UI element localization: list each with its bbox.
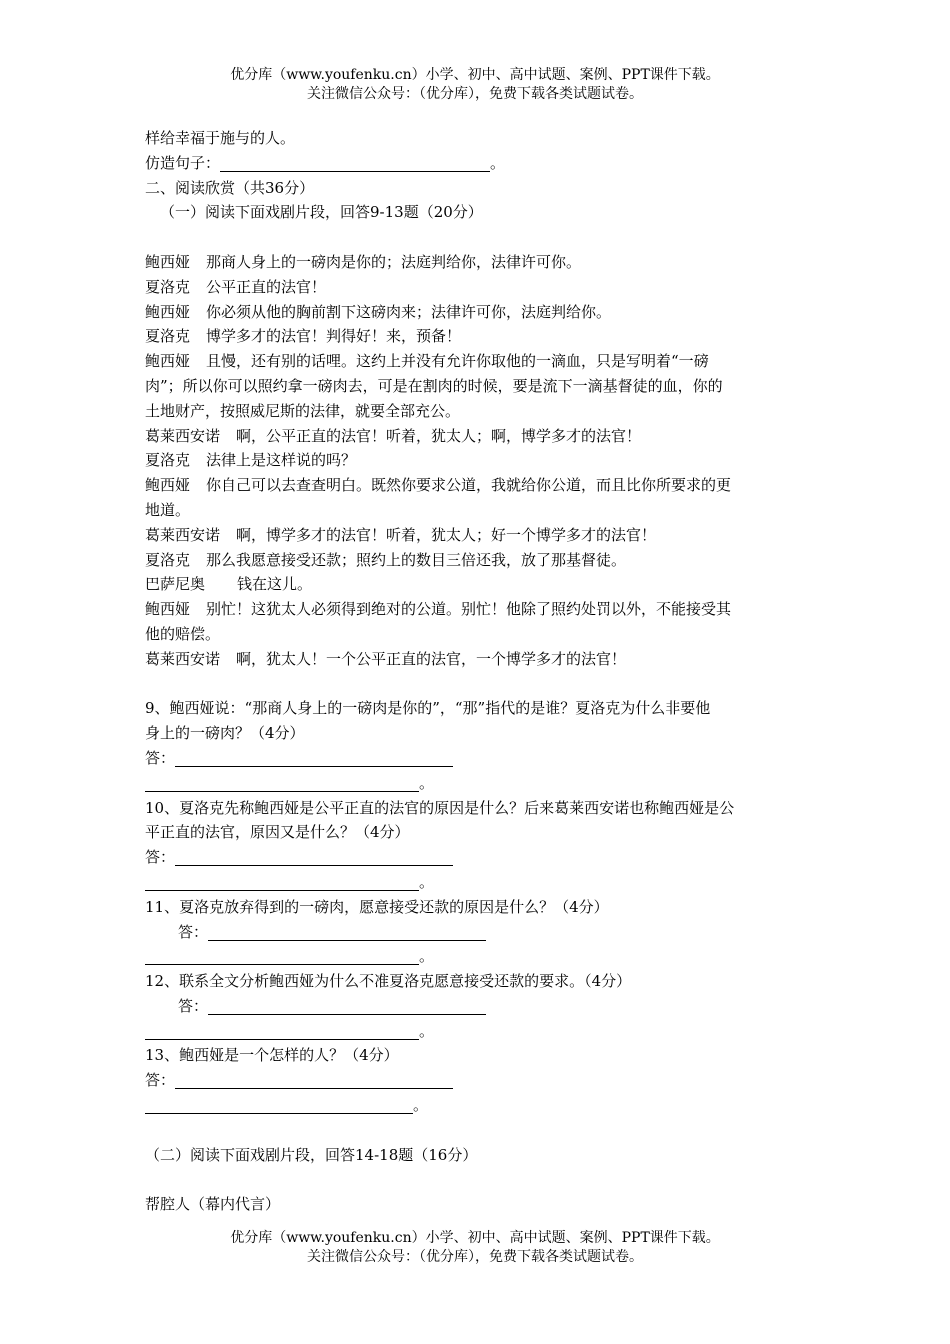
dialogue-line: 葛莱西安诺 啊，公平正直的法官！听着，犹太人；啊，博学多才的法官！ xyxy=(145,426,642,445)
answer-blank[interactable] xyxy=(145,1096,413,1114)
question-text: 9、鲍西娅说：“那商人身上的一磅肉是你的”，“那”指代的是谁？夏洛克为什么非要他 xyxy=(145,699,711,718)
page-header xyxy=(0,66,950,104)
question-12 xyxy=(145,969,810,1043)
part-1-title: （一）阅读下面戏剧片段，回答9-13题（20分） xyxy=(160,203,483,222)
footer-line-2: 关注微信公众号：（优分库），免费下载各类试题试卷。 xyxy=(307,1249,643,1265)
imitate-blank[interactable] xyxy=(220,154,490,172)
dialogue-line: 夏洛克 博学多才的法官！判得好！来，预备！ xyxy=(145,327,462,346)
answer-row-2: 。 xyxy=(145,771,810,796)
question-10 xyxy=(145,796,810,895)
dialogue-line: 鲍西娅 别忙！这犹太人必须得到绝对的公道。别忙！他除了照约处罚以外，不能接受其 xyxy=(145,600,732,619)
document-body xyxy=(145,126,810,1217)
answer-label: 答： xyxy=(145,1071,176,1090)
answer-label: 答： xyxy=(145,848,176,867)
answer-blank[interactable] xyxy=(145,774,419,792)
answer-blank[interactable] xyxy=(208,923,486,941)
answer-row xyxy=(145,920,810,945)
dialogue-line: 葛莱西安诺 啊，犹太人！一个公平正直的法官，一个博学多才的法官！ xyxy=(145,649,627,668)
answer-blank[interactable] xyxy=(145,1022,419,1040)
footer-line-1: 优分库（www.youfenku.cn）小学、初中、高中试题、案例、PPT课件下载。 xyxy=(230,1230,720,1246)
answer-blank[interactable] xyxy=(145,947,419,965)
part-2-first-line: 帮腔人（幕内代言） xyxy=(145,1195,281,1214)
question-text: 13、鲍西娅是一个怎样的人？（4分） xyxy=(145,1046,399,1065)
question-text: 11、夏洛克放弃得到的一磅肉，愿意接受还款的原因是什么？（4分） xyxy=(145,897,609,916)
question-11 xyxy=(145,895,810,969)
answer-label: 答： xyxy=(178,922,209,941)
question-text: 12、联系全文分析鲍西娅为什么不准夏洛克愿意接受还款的要求。（4分） xyxy=(145,972,632,991)
answer-row xyxy=(145,845,810,870)
answer-blank[interactable] xyxy=(175,749,453,767)
dialogue-line: 鲍西娅 且慢，还有别的话哩。这约上并没有允许你取他的一滴血，只是写明着“一磅 xyxy=(145,352,709,371)
question-13 xyxy=(145,1043,810,1117)
answer-label: 答： xyxy=(145,748,176,767)
page-footer xyxy=(0,1229,950,1267)
answer-row xyxy=(145,746,810,771)
part-2-title: （二）阅读下面戏剧片段，回答14-18题（16分） xyxy=(145,1145,478,1164)
dialogue-line: 鲍西娅 你自己可以去查查明白。既然你要求公道，我就给你公道，而且比你所要求的更 xyxy=(145,476,732,495)
question-text: 10、夏洛克先称鲍西娅是公平正直的法官的原因是什么？后来葛莱西安诺也称鲍西娅是公 xyxy=(145,798,735,817)
imitate-label: 仿造句子： xyxy=(145,153,221,172)
answer-blank[interactable] xyxy=(145,873,419,891)
answer-blank[interactable] xyxy=(175,848,453,866)
answer-row-2: 。 xyxy=(145,1093,810,1118)
answer-row-2: 。 xyxy=(145,944,810,969)
dialogue xyxy=(145,250,810,672)
dialogue-line: 夏洛克 那么我愿意接受还款；照约上的数目三倍还我，放了那基督徒。 xyxy=(145,550,627,569)
answer-label: 答： xyxy=(178,996,209,1015)
dialogue-line-cont: 土地财产，按照威尼斯的法律，就要全部充公。 xyxy=(145,401,461,420)
dialogue-line: 巴萨尼奥 钱在这儿。 xyxy=(145,575,313,594)
section-2-title: 二、阅读欣赏（共36分） xyxy=(145,178,315,197)
question-text: 身上的一磅肉？（4分） xyxy=(145,724,305,743)
header-line-2: 关注微信公众号：（优分库），免费下载各类试题试卷。 xyxy=(307,86,643,102)
dialogue-line: 夏洛克 法律上是这样说的吗？ xyxy=(145,451,357,470)
dialogue-line: 鲍西娅 那商人身上的一磅肉是你的；法庭判给你，法律许可你。 xyxy=(145,252,582,271)
answer-blank[interactable] xyxy=(175,1071,453,1089)
answer-row xyxy=(145,994,810,1019)
intro-tail: 样给幸福于施与的人。 xyxy=(145,129,296,147)
imitate-sentence-row: 仿造句子： 。 xyxy=(145,153,506,172)
dialogue-line: 鲍西娅 你必须从他的胸前割下这磅肉来；法律许可你，法庭判给你。 xyxy=(145,302,612,321)
dialogue-line-cont: 肉”；所以你可以照约拿一磅肉去，可是在割肉的时候，要是流下一滴基督徒的血，你的 xyxy=(145,376,723,395)
question-9 xyxy=(145,696,810,795)
answer-row-2: 。 xyxy=(145,1019,810,1044)
dialogue-line: 夏洛克 公平正直的法官！ xyxy=(145,277,327,296)
answer-row xyxy=(145,1068,810,1093)
dialogue-line-cont: 他的赔偿。 xyxy=(145,624,221,643)
question-text: 平正直的法官，原因又是什么？（4分） xyxy=(145,823,410,842)
answer-blank[interactable] xyxy=(208,997,486,1015)
dialogue-line-cont: 地道。 xyxy=(145,500,191,519)
dialogue-line: 葛莱西安诺 啊，博学多才的法官！听着，犹太人；好一个博学多才的法官！ xyxy=(145,525,657,544)
answer-row-2: 。 xyxy=(145,870,810,895)
header-line-1: 优分库（www.youfenku.cn）小学、初中、高中试题、案例、PPT课件下载。 xyxy=(230,67,720,83)
